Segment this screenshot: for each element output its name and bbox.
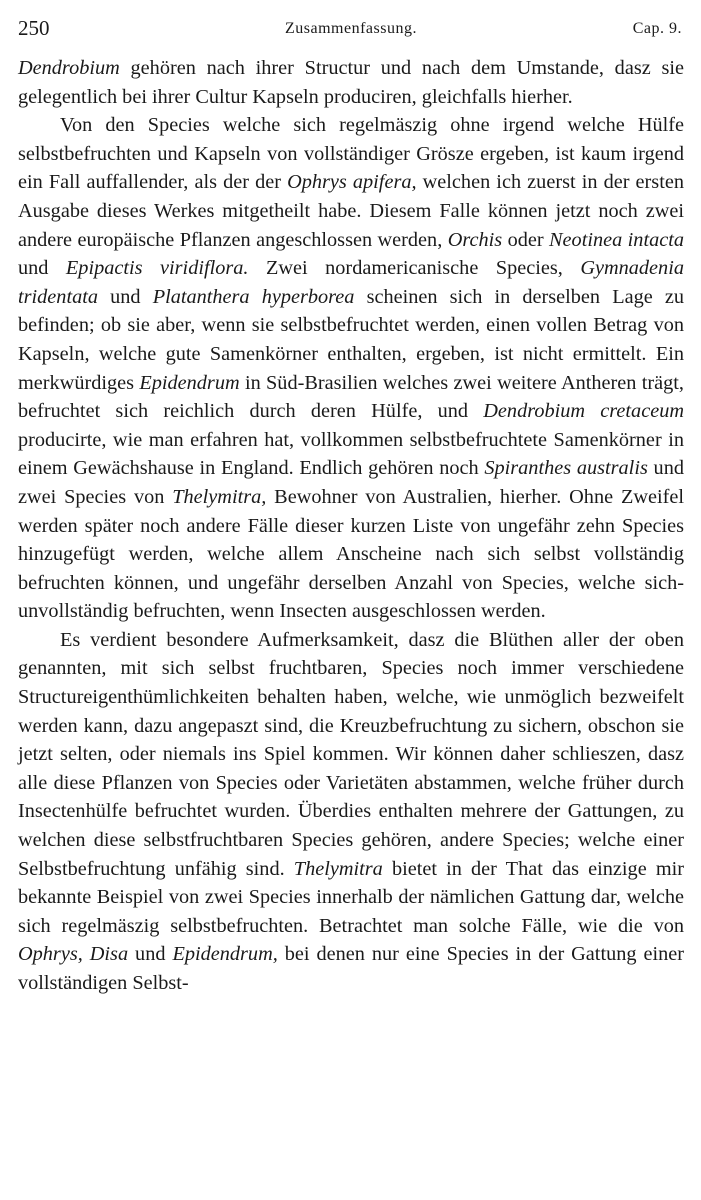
text-run: in Süd-Brasilien welches zwei weitere Antheren trägt, befruchtet sich reichlich durch deren Hülfe, und xyxy=(18,371,684,423)
species-name: Dendrobium xyxy=(18,57,120,79)
species-name: Platanthera hyperborea xyxy=(152,285,355,308)
text-run: und xyxy=(98,285,153,308)
paragraph xyxy=(18,54,684,111)
species-name: Ophrys apifera, xyxy=(287,171,417,194)
species-name: Orchis xyxy=(447,228,503,251)
chapter-label: Cap. 9. xyxy=(632,20,682,37)
species-name: Neotinea intacta xyxy=(549,228,684,251)
text-run: oder xyxy=(502,228,550,251)
text-run: Zwei nordamericanische Species, xyxy=(248,257,581,280)
running-title: Zusammenfassung. xyxy=(285,20,417,37)
text-run: scheinen sich in derselben Lage zu befinden; ob sie aber, wenn sie selbstbefruchtet werden, einen vollen Betrag von Kapseln, welche gute Samenkörner enthalten, ergeben, ist nicht ermittelt. Ein merkwürdiges xyxy=(18,285,685,394)
text-run: producirte, wie man erfahren hat, vollkommen selbstbefruchtete Samenkörner in einem Gewächshause in England. Endlich gehören noch xyxy=(18,428,684,480)
species-name: Thelymitra xyxy=(293,857,383,880)
species-name: Disa xyxy=(89,943,129,966)
book-page xyxy=(18,14,684,998)
text-run: Bewohner von Australien, hierher. Ohne Zweifel werden später noch andere Fälle dieser kurzen Liste von ungefähr zehn Species hinzugefügt werden, welche allem Anscheine nach sich selbst vollständig befruchten können, und ungefähr derselben Anzahl von Species, welche sich-unvollständig befruchten, wenn Insecten ausgeschlossen werden. xyxy=(18,485,685,623)
text-run: und xyxy=(18,257,66,280)
text-run: und xyxy=(128,943,173,966)
text-run: gehören nach ihrer Structur und nach dem Umstande, dasz sie gelegentlich bei ihrer Cultur Kapseln produciren, gleichfalls hierher. xyxy=(18,57,684,108)
paragraph xyxy=(18,626,684,998)
text-run: bei denen nur eine Species in der Gattung einer vollständigen Selbst- xyxy=(18,943,684,994)
page-number: 250 xyxy=(18,16,50,40)
body-text xyxy=(18,54,684,998)
text-run: bietet in der That das einzige mir bekannte Beispiel von zwei Species innerhalb der nämlichen Gattung dar, welche sich regelmäszig selbstbefruchten. Betrachtet man solche Fälle, wie die von xyxy=(18,857,684,937)
species-name: Dendrobium cretaceum xyxy=(483,400,684,423)
species-name: Gymnadenia tridentata xyxy=(18,257,684,308)
species-name: Epipactis viridiflora. xyxy=(65,257,249,280)
species-name: Spiranthes australis xyxy=(484,457,648,480)
species-name: Ophrys, xyxy=(18,943,83,966)
text-run: und zwei Species von xyxy=(18,457,684,508)
species-name: Epidendrum xyxy=(139,371,240,394)
text-run: Es verdient besondere Aufmerksamkeit, dasz die Blüthen aller der oben genannten, mit sich selbst fruchtbaren, Species noch immer verschiedene Structureigenthümlichkeiten behalten haben, welche, wie unmöglich bezweifelt werden kann, dazu angepaszt sind, die Kreuzbefruchtung zu sichern, obschon sie jetzt selten, oder niemals ins Spiel kommen. Wir können daher schlieszen, dasz alle diese Pflanzen von Species oder Varietäten abstammen, welche früher durch Insectenhülfe befruchtet wurden. Überdies enthalten mehrere der Gattungen, zu welchen diese selbstfruchtbaren Species gehören, andere Species; welche einer Selbstbefruchtung unfähig sind. xyxy=(18,628,684,880)
species-name: Epidendrum, xyxy=(172,943,278,966)
page-header xyxy=(18,14,684,54)
species-name: Thelymitra, xyxy=(172,485,267,508)
text-run xyxy=(83,943,90,965)
paragraph xyxy=(18,111,684,626)
text-run: Von den Species welche sich regelmäszig ohne irgend welche Hülfe selbstbefruchten und Kapseln von vollständiger Grösze ergeben, ist kaum irgend ein Fall auffallender, als der der xyxy=(18,114,684,194)
text-run: welchen ich zuerst in der ersten Ausgabe dieses Werkes mitgetheilt habe. Diesem Falle können jetzt noch zwei andere europäische Pflanzen angeschlossen werden, xyxy=(18,171,684,251)
